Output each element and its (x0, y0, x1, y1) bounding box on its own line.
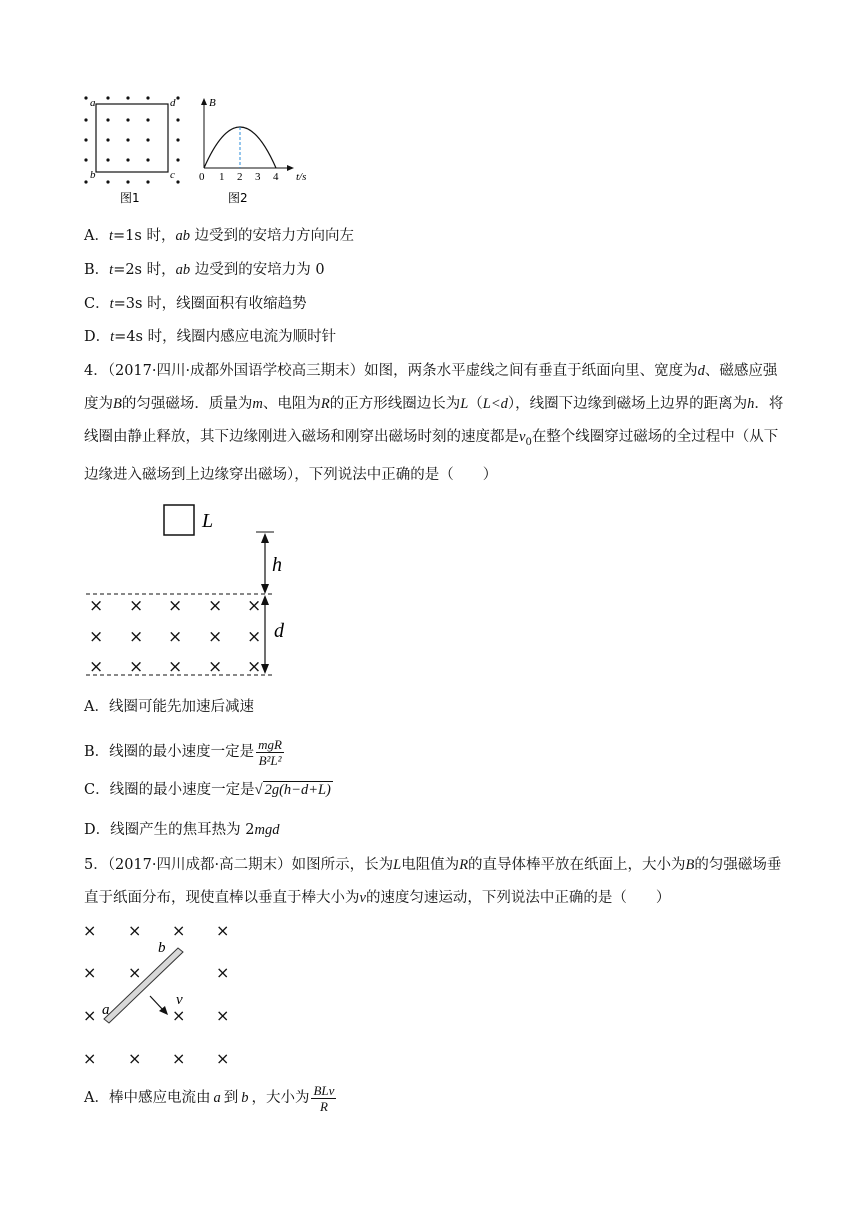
svg-text:×: × (216, 1049, 230, 1068)
svg-text:×: × (89, 627, 104, 647)
svg-text:×: × (83, 1049, 97, 1068)
fig2-x-label: t/s (296, 171, 307, 183)
svg-text:×: × (83, 921, 97, 940)
q4-d-label: d (274, 620, 284, 642)
fig2-tick-1: 1 (219, 171, 225, 183)
q4-option-d[interactable]: D．线圈产生的焦耳热为 2mgd (84, 822, 280, 838)
svg-text:×: × (208, 596, 223, 616)
svg-text:×: × (172, 921, 186, 940)
fig2-y-arrow (201, 98, 207, 105)
svg-text:×: × (172, 1049, 186, 1068)
fig2-tick-2: 2 (237, 171, 243, 183)
q3-option-c[interactable]: C．t=3s 时，线圈面积有收缩趋势 (84, 296, 307, 312)
svg-text:×: × (172, 1006, 186, 1025)
fig1-dots (84, 96, 179, 183)
q4-option-a[interactable]: A．线圈可能先加速后减速 (84, 699, 254, 715)
fig2-origin: 0 (199, 171, 205, 183)
q3-option-a[interactable]: A．t=1s 时，ab 边受到的安培力方向向左 (84, 228, 355, 244)
svg-text:×: × (247, 657, 262, 677)
svg-text:×: × (128, 921, 142, 940)
q4-field-crosses (89, 596, 261, 677)
svg-text:×: × (216, 921, 230, 940)
figure-1-2 (78, 90, 338, 210)
q4-option-c[interactable]: C．线圈的最小速度一定是√ 2g(h−d+L) (84, 782, 331, 798)
q3-option-d[interactable]: D．t=4s 时，线圈内感应电流为顺时针 (84, 329, 337, 345)
svg-text:×: × (208, 657, 223, 677)
q5-stem: 5．（2017·四川成都·高二期末）如图所示，长为L电阻值为R的直导体棒平放在纸面上，大小为B的匀强磁场垂直于纸面分布，现使直棒以垂直于棒大小为v的速度匀速运动，下列说法中正确的是（ ） (84, 857, 782, 906)
q5-a-fraction: $\frac{\text{BLv}}{R}$ (313, 1082, 335, 1114)
svg-text:×: × (247, 627, 262, 647)
q4-h-arrow-up (261, 533, 269, 543)
fig1-label-b: b (90, 169, 96, 181)
q4-b-fraction: $\frac{\text{mgR}}{\text{B²L²}}$ (258, 736, 282, 768)
q4-figure (84, 495, 304, 680)
svg-text:×: × (129, 657, 144, 677)
svg-text:×: × (128, 963, 142, 982)
q4-option-b[interactable]: B．线圈的最小速度一定是 $\frac{\text{mgR}}{\text{B²L²}}$ (84, 736, 282, 768)
q4-d-arrow-up (261, 595, 269, 605)
q4-d-arrow-down (261, 664, 269, 674)
q4-h-arrow-down (261, 584, 269, 594)
svg-text:×: × (129, 596, 144, 616)
svg-text:×: × (168, 596, 183, 616)
fig2-caption: 图2 (228, 191, 248, 205)
q5-figure (78, 918, 248, 1068)
fig1-label-a: a (90, 97, 96, 109)
svg-text:×: × (208, 627, 223, 647)
svg-text:×: × (89, 596, 104, 616)
fig2-x-arrow (287, 165, 294, 171)
q4-coil-L: L (202, 510, 214, 532)
q3-option-b[interactable]: B．t=2s 时，ab 边受到的安培力为 0 (84, 262, 325, 278)
fig2-y-label: B (209, 97, 216, 109)
fig2-tick-3: 3 (255, 171, 261, 183)
q4-c-sqrt: √ 2g(h−d+L) (254, 782, 331, 798)
svg-text:×: × (129, 627, 144, 647)
q4-stem: 4．（2017·四川·成都外国语学校高三期末）如图，两条水平虚线之间有垂直于纸面向里、宽度为d、磁感应强度为B的匀强磁场．质量为m、电阻为R的正方形线圈边长为L（L<d），线圈下边缘到磁场上边界的距离为h．将线圈由静止释放，其下边缘刚进入磁场和刚穿出磁场时刻的速度都是$v_0$在整个线圈穿过磁场的全过程中（从下边缘进入磁场到上边缘穿出磁场），下列说法中正确的是（ ） (84, 363, 784, 483)
svg-text:×: × (168, 657, 183, 677)
q4-h-label: h (272, 554, 282, 576)
q5-label-b: b (158, 940, 166, 956)
svg-text:×: × (128, 1049, 142, 1068)
q4-coil-square (164, 505, 194, 535)
fig1-label-d: d (170, 97, 176, 109)
svg-text:×: × (216, 963, 230, 982)
svg-text:×: × (83, 1006, 97, 1025)
q5-label-a: a (102, 1002, 110, 1018)
q5-label-v: v (176, 992, 183, 1008)
fig1-caption: 图1 (120, 191, 140, 205)
fig2-tick-4: 4 (273, 171, 279, 183)
svg-text:×: × (83, 963, 97, 982)
q5-option-a[interactable]: A．棒中感应电流由 a 到 b ，大小为 $\frac{\text{BLv}}{R}$ (84, 1082, 335, 1114)
svg-text:×: × (216, 1006, 230, 1025)
svg-text:×: × (89, 657, 104, 677)
fig1-label-c: c (170, 169, 175, 181)
fig1-coil (96, 104, 168, 172)
svg-text:×: × (247, 596, 262, 616)
q5-field-crosses (83, 921, 229, 1068)
svg-text:×: × (168, 627, 183, 647)
